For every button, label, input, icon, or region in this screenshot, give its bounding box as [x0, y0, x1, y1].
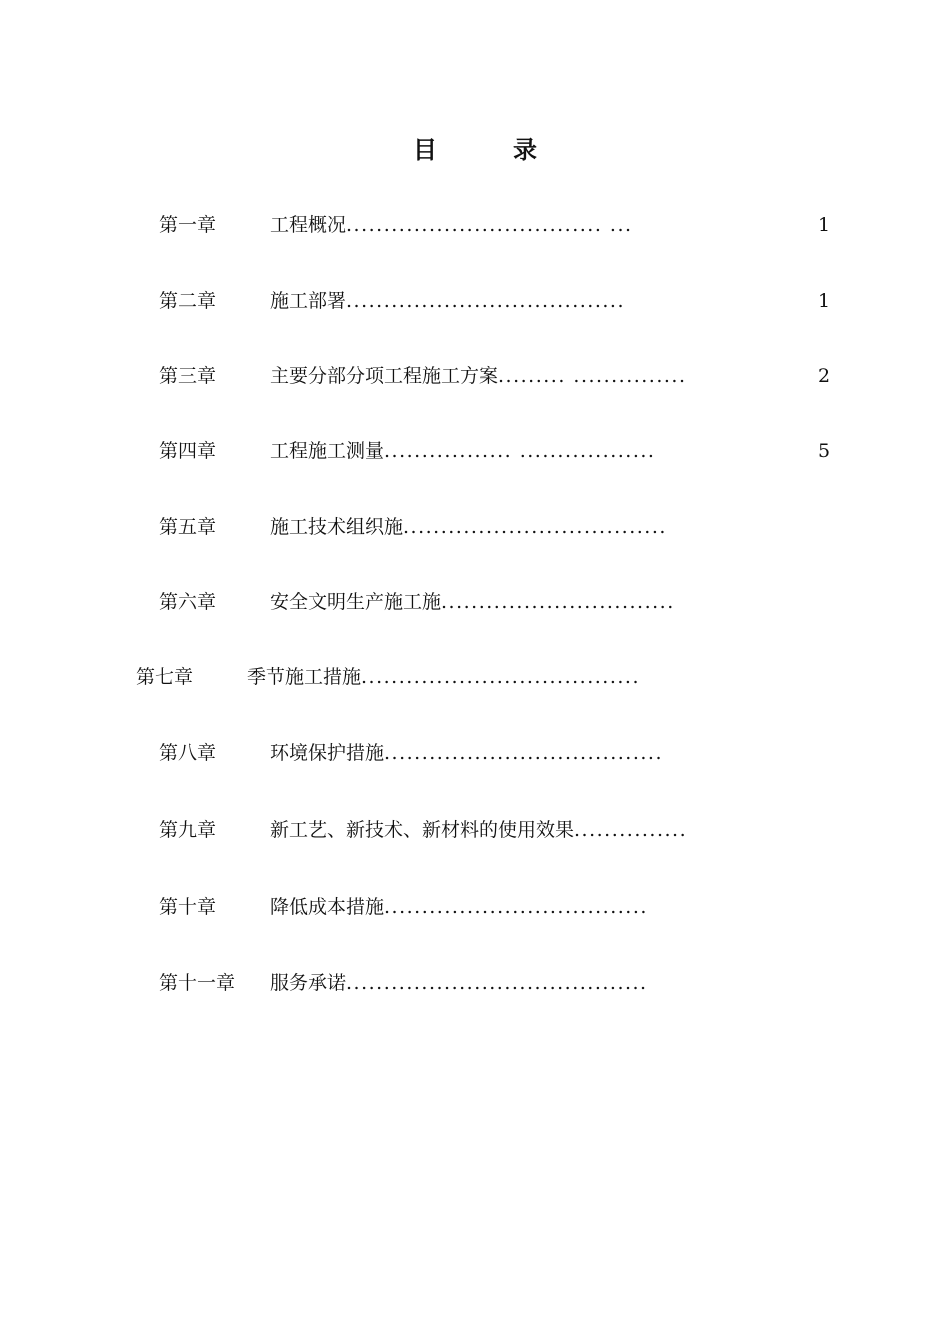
chapter-heading: 工程施工测量: [270, 440, 385, 462]
chapter-heading-line: [270, 968, 648, 998]
chapter-number: 第四章: [159, 440, 217, 462]
toc-entry-chapter-2[interactable]: [159, 286, 839, 316]
chapter-heading-line: [270, 286, 625, 316]
chapter-heading-line: [270, 738, 663, 768]
chapter-number: 第七章: [136, 666, 194, 688]
chapter-heading-line: [270, 210, 633, 240]
chapter-heading: 主要分部分项工程施工方案: [270, 365, 499, 387]
toc-entry-chapter-7[interactable]: [136, 662, 816, 692]
dot-leader: .....................................: [361, 666, 640, 688]
dot-leader: .................................. ...: [346, 214, 633, 236]
chapter-heading: 季节施工措施: [247, 666, 362, 688]
chapter-heading: 安全文明生产施工施: [270, 591, 442, 613]
dot-leader: ........................................: [346, 972, 648, 994]
chapter-heading: 施工部署: [270, 290, 347, 312]
chapter-heading-line: [270, 361, 687, 391]
toc-entry-chapter-3[interactable]: [159, 361, 839, 391]
toc-entry-chapter-8[interactable]: [159, 738, 839, 768]
dot-leader: ...............: [574, 819, 688, 841]
toc-entry-chapter-11[interactable]: [159, 968, 839, 998]
chapter-heading-line: [270, 892, 648, 922]
chapter-heading-line: [270, 512, 667, 542]
toc-entry-chapter-4[interactable]: [159, 436, 839, 466]
chapter-number: 第六章: [159, 591, 217, 613]
chapter-number: 第二章: [159, 290, 217, 312]
chapter-heading-line: [270, 815, 687, 845]
chapter-number: 第十章: [159, 896, 217, 918]
toc-entry-chapter-5[interactable]: [159, 512, 839, 542]
page-number: 5: [818, 440, 831, 462]
chapter-heading-line: [270, 587, 675, 617]
page-number: 1: [818, 290, 831, 312]
toc-entry-chapter-6[interactable]: [159, 587, 839, 617]
chapter-heading: 工程概况: [270, 214, 347, 236]
page-number: 1: [818, 214, 831, 236]
dot-leader: ................. ..................: [384, 440, 656, 462]
dot-leader: ......... ...............: [498, 365, 687, 387]
chapter-number: 第三章: [159, 365, 217, 387]
toc-entry-chapter-9[interactable]: [159, 815, 839, 845]
page-title: 目 录: [413, 135, 563, 164]
chapter-number: 第九章: [159, 819, 217, 841]
chapter-number: 第八章: [159, 742, 217, 764]
chapter-number: 第五章: [159, 516, 217, 538]
dot-leader: ...................................: [403, 516, 667, 538]
chapter-number: 第一章: [159, 214, 217, 236]
page-number: 2: [818, 365, 831, 387]
dot-leader: ...................................: [384, 896, 648, 918]
chapter-heading: 新工艺、新技术、新材料的使用效果: [270, 819, 575, 841]
toc-entry-chapter-10[interactable]: [159, 892, 839, 922]
dot-leader: .....................................: [384, 742, 663, 764]
chapter-heading: 服务承诺: [270, 972, 347, 994]
chapter-heading: 环境保护措施: [270, 742, 385, 764]
dot-leader: .....................................: [346, 290, 625, 312]
chapter-heading-line: [270, 436, 655, 466]
chapter-number: 第十一章: [159, 972, 236, 994]
toc-entry-chapter-1[interactable]: [159, 210, 839, 240]
chapter-heading: 施工技术组织施: [270, 516, 404, 538]
chapter-heading: 降低成本措施: [270, 896, 385, 918]
dot-leader: ...............................: [441, 591, 675, 613]
chapter-heading-line: [247, 662, 640, 692]
